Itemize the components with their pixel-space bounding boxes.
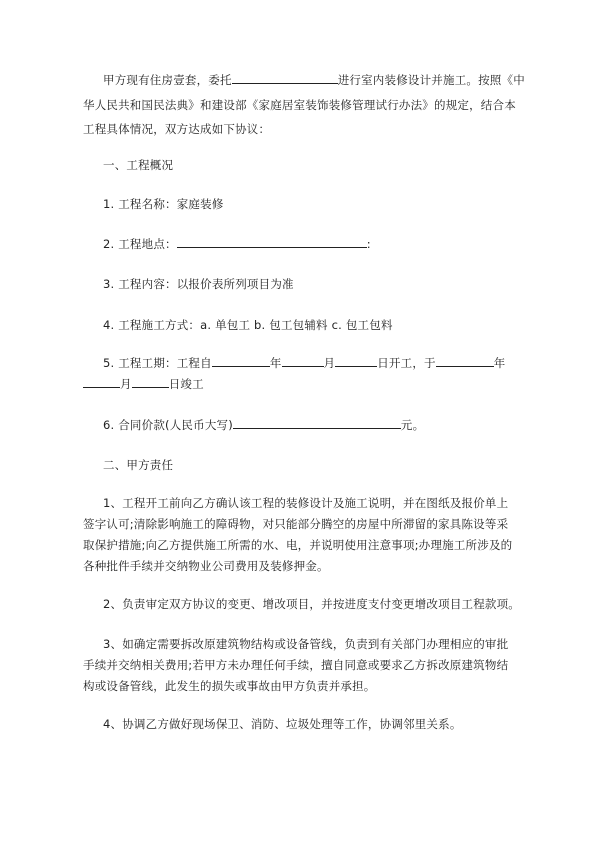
project-location-item [103, 236, 371, 252]
period-label: 5. 工程工期：工程自 [103, 356, 212, 370]
clause-1-line-1: 1、工程开工前向乙方确认该工程的装修设计及施工说明，并在图纸及报价单上 [103, 496, 509, 510]
entrusted-party-blank [232, 72, 338, 84]
clause-3-line-3: 构或设备管线，此发生的损失或事故由甲方负责并承担。 [83, 679, 376, 693]
intro-line-2: 华人民共和国民法典》和建设部《家庭居室装饰装修管理试行办法》的规定，结合本 [83, 98, 516, 112]
project-location-colon: : [366, 237, 371, 251]
period-month-1: 月 [323, 356, 336, 370]
end-year-blank [436, 355, 494, 367]
period-start-text: 日开工，于 [377, 356, 436, 370]
clause-1-line-4: 各种批件手续并交纳物业公司费用及装修押金。 [83, 559, 329, 573]
start-year-blank [212, 355, 270, 367]
end-month-blank [83, 376, 120, 388]
intro-line-1 [103, 72, 525, 88]
intro-text-1a: 甲方现有住房壹套，委托 [103, 73, 232, 87]
project-location-label: 2. 工程地点： [103, 237, 177, 251]
clause-3-line-2: 手续并交纳相关费用;若甲方未办理任何手续，擅自同意或要求乙方拆改原建筑物结 [83, 658, 509, 672]
project-content-item: 3. 工程内容：以报价表所列项目为准 [103, 277, 294, 291]
contract-price-label: 6. 合同价款(人民币大写) [103, 418, 233, 432]
section-2-heading: 二、甲方责任 [103, 458, 174, 472]
construction-period-line-2 [83, 376, 204, 392]
intro-text-1b: 进行室内装修设计并施工。按照《中 [337, 73, 525, 87]
project-location-blank [177, 236, 367, 248]
contract-price-item [103, 417, 424, 433]
end-day-blank [132, 376, 169, 388]
clause-3-line-1: 3、如确定需要拆改原建筑物结构或设备管线，负责到有关部门办理相应的审批 [103, 637, 509, 651]
period-month-2: 月 [120, 377, 132, 391]
intro-line-3: 工程具体情况，双方达成如下协议： [83, 122, 271, 136]
contract-price-unit: 元。 [400, 418, 425, 432]
clause-4: 4、协调乙方做好现场保卫、消防、垃圾处理等工作，协调邻里关系。 [103, 717, 462, 731]
project-name-item: 1. 工程名称：家庭装修 [103, 197, 224, 211]
clause-1-line-3: 取保护措施;向乙方提供施工所需的水、电，并说明使用注意事项;办理施工所涉及的 [83, 538, 513, 552]
period-year-1: 年 [269, 356, 282, 370]
construction-period-line-1 [103, 355, 505, 371]
contract-price-blank [233, 417, 401, 429]
period-year-2: 年 [493, 356, 506, 370]
construction-method-item: 4. 工程施工方式：a. 单包工 b. 包工包辅料 c. 包工包料 [103, 318, 393, 332]
start-month-blank [282, 355, 324, 367]
period-end-text: 日竣工 [168, 377, 204, 391]
start-day-blank [335, 355, 377, 367]
clause-1-line-2: 签字认可;清除影响施工的障碍物，对只能部分腾空的房屋中所滞留的家具陈设等采 [83, 517, 509, 531]
section-1-heading: 一、工程概况 [103, 158, 174, 172]
clause-2: 2、负责审定双方协议的变更、增改项目，并按进度支付变更增改项目工程款项。 [103, 597, 521, 611]
